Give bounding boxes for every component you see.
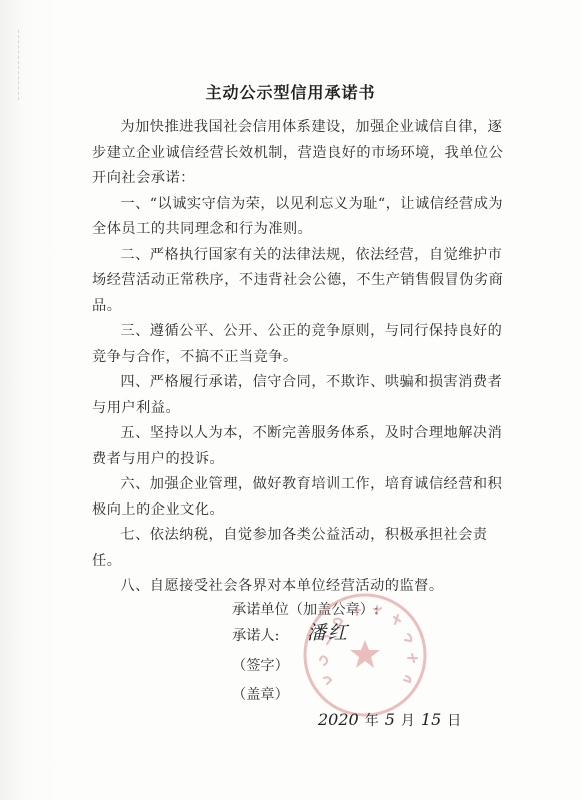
commitment-item-3: 三、遵循公平、公开、公正的竞争原则，与同行保持良好的竞争与合作，不搞不正当竞争。 bbox=[92, 323, 503, 365]
commitment-item-4: 四、严格履行承诺，信守合同，不欺诈、哄骗和损害消费者与用户利益。 bbox=[92, 374, 503, 416]
commitment-item-1: 一、“以诚实守信为荣，以见利忘义为耻“，让诚信经营成为全体员工的共同理念和行为准则。 bbox=[92, 195, 504, 237]
handwritten-signer-name: 潘红 bbox=[307, 622, 350, 644]
date-day-char: 日 bbox=[447, 713, 462, 729]
committer-label: 承诺人: bbox=[232, 628, 280, 644]
document-body bbox=[92, 115, 512, 600]
company-seal-stamp bbox=[300, 590, 430, 720]
date-month: 5 bbox=[384, 710, 395, 729]
document-title: 主动公示型信用承诺书 bbox=[205, 83, 376, 102]
commitment-item-7: 七、依法纳税，自觉参加各类公益活动，积极承担社会责任。 bbox=[92, 527, 488, 569]
signature-note: （签字） bbox=[232, 658, 289, 674]
date-day: 15 bbox=[420, 710, 442, 729]
seal-note: （盖章） bbox=[232, 687, 289, 703]
commitment-item-6: 六、加强企业管理，做好教育培训工作，培育诚信经营和积极向上的企业文化。 bbox=[92, 476, 503, 518]
date-year: 2020 bbox=[318, 710, 359, 729]
date-month-char: 月 bbox=[400, 713, 415, 729]
date-year-char: 年 bbox=[364, 713, 379, 729]
committing-unit-label: 承诺单位（加盖公章）: bbox=[232, 602, 379, 618]
commitment-item-5: 五、坚持以人为本，不断完善服务体系，及时合理地解决消费者与用户的投诉。 bbox=[92, 425, 503, 467]
commitment-item-8: 八、自愿接受社会各界对本单位经营活动的监督。 bbox=[120, 578, 444, 594]
signing-date bbox=[318, 710, 467, 730]
intro-paragraph: 为加快推进我国社会信用体系建设，加强企业诚信自律，逐步建立企业诚信经营长效机制，营造良好的市场环境，我单位公开向社会承诺： bbox=[92, 119, 504, 186]
commitment-item-2: 二、严格执行国家有关的法律法规，依法经营，自觉维护市场经营活动正常秩序，不违背社会公德，不生产销售假冒伪劣商品。 bbox=[92, 246, 504, 314]
